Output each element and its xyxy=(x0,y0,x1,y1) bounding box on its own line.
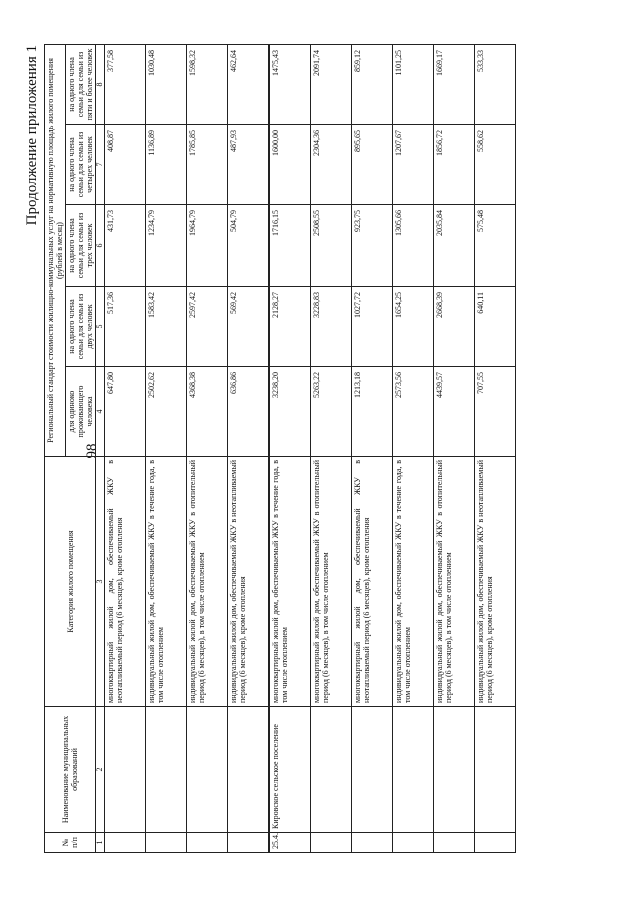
row-category: индивидуальный жилой дом, обеспечиваемый ЖКУ в отопительный период (6 месяцев), в том числе отоплением xyxy=(187,457,228,707)
table-row xyxy=(228,44,270,852)
row-value: 3238,20 xyxy=(269,367,311,457)
row-municipality xyxy=(475,707,516,833)
row-value: 1669,17 xyxy=(434,44,475,124)
row-value: 533,33 xyxy=(475,44,516,124)
row-category: многоквартирный жилой дом, обеспечиваемый ЖКУ в неотапливаемый период (6 месяцев), кроме отопления xyxy=(105,457,146,707)
row-value: 1583,42 xyxy=(146,287,187,367)
row-value: 558,62 xyxy=(475,125,516,205)
header-municipality: Наименование муниципальных образований xyxy=(45,707,96,833)
row-municipality xyxy=(352,707,393,833)
row-number: 25.4. xyxy=(269,833,311,853)
header-category: Категория жилого помещения xyxy=(45,457,96,707)
row-value: 1030,48 xyxy=(146,44,187,124)
row-category: индивидуальный жилой дом, обеспечиваемый ЖКУ в течение года, в том числе отоплением xyxy=(146,457,187,707)
row-municipality xyxy=(311,707,352,833)
header-family-3: на одного члена семьи для семьи из трех человек xyxy=(66,205,96,287)
row-value: 3228,83 xyxy=(311,287,352,367)
row-category: индивидуальный жилой дом, обеспечиваемый ЖКУ в течение года, в том числе отоплением xyxy=(393,457,434,707)
row-value: 1600,00 xyxy=(269,125,311,205)
column-number: 5 xyxy=(96,287,105,367)
row-value: 377,58 xyxy=(105,44,146,124)
row-municipality xyxy=(146,707,187,833)
row-value: 1234,79 xyxy=(146,205,187,287)
table-row xyxy=(146,44,187,852)
table-row xyxy=(269,44,311,852)
row-municipality xyxy=(393,707,434,833)
row-value: 1716,15 xyxy=(269,205,311,287)
row-value: 1207,67 xyxy=(393,125,434,205)
row-value: 647,80 xyxy=(105,367,146,457)
row-municipality xyxy=(105,707,146,833)
row-value: 1101,25 xyxy=(393,44,434,124)
row-value: 1213,18 xyxy=(352,367,393,457)
row-value: 923,75 xyxy=(352,205,393,287)
row-value: 2508,55 xyxy=(311,205,352,287)
row-value: 431,73 xyxy=(105,205,146,287)
row-value: 2573,56 xyxy=(393,367,434,457)
row-value: 1027,72 xyxy=(352,287,393,367)
row-category: индивидуальный жилой дом, обеспечиваемый ЖКУ в неотапливаемый период (6 месяцев), кроме отопления xyxy=(475,457,516,707)
row-value: 636,86 xyxy=(228,367,270,457)
row-number xyxy=(105,833,146,853)
header-single: для одиноко проживающего человека xyxy=(66,367,96,457)
row-number xyxy=(311,833,352,853)
row-value: 1654,25 xyxy=(393,287,434,367)
row-value: 1305,66 xyxy=(393,205,434,287)
row-number xyxy=(228,833,270,853)
row-value: 2304,36 xyxy=(311,125,352,205)
row-value: 4368,38 xyxy=(187,367,228,457)
row-category: индивидуальный жилой дом, обеспечиваемый ЖКУ в отопительный период (6 месяцев), в том числе отоплением xyxy=(434,457,475,707)
row-municipality xyxy=(187,707,228,833)
column-number: 3 xyxy=(96,457,105,707)
row-number xyxy=(352,833,393,853)
column-number: 7 xyxy=(96,125,105,205)
header-family-5: на одного члена семьи для семьи из пяти и более человек xyxy=(66,44,96,124)
row-value: 1856,72 xyxy=(434,125,475,205)
row-category: индивидуальный жилой дом, обеспечиваемый ЖКУ в неотапливаемый период (6 месяцев), кроме отопления xyxy=(228,457,270,707)
table-row xyxy=(187,44,228,852)
row-value: 575,48 xyxy=(475,205,516,287)
row-number xyxy=(434,833,475,853)
row-value: 569,42 xyxy=(228,287,270,367)
row-value: 707,55 xyxy=(475,367,516,457)
row-value: 2128,27 xyxy=(269,287,311,367)
column-number: 2 xyxy=(96,707,105,833)
row-municipality xyxy=(434,707,475,833)
row-value: 2502,62 xyxy=(146,367,187,457)
row-number xyxy=(475,833,516,853)
row-value: 5263,22 xyxy=(311,367,352,457)
row-municipality xyxy=(228,707,270,833)
column-number: 6 xyxy=(96,205,105,287)
header-family-2: на одного члена семьи для семьи из двух человек xyxy=(66,287,96,367)
row-value: 2597,42 xyxy=(187,287,228,367)
table-row xyxy=(311,44,352,852)
row-value: 895,65 xyxy=(352,125,393,205)
page-number: 98 xyxy=(84,443,100,459)
row-value: 1475,43 xyxy=(269,44,311,124)
table-row xyxy=(434,44,475,852)
column-number: 4 xyxy=(96,367,105,457)
row-value: 462,64 xyxy=(228,44,270,124)
row-number xyxy=(393,833,434,853)
row-category: многоквартирный жилой дом, обеспечиваемый ЖКУ в отопительный период (6 месяцев), в том числе отоплением xyxy=(311,457,352,707)
row-value: 1136,89 xyxy=(146,125,187,205)
header-num: № п/п xyxy=(45,833,96,853)
row-category: многоквартирный жилой дом, обеспечиваемый ЖКУ в неотапливаемый период (6 месяцев), кроме отопления xyxy=(352,457,393,707)
table-row xyxy=(352,44,393,852)
appendix-title: Продолжение приложения 1 xyxy=(24,45,40,226)
row-value: 4439,57 xyxy=(434,367,475,457)
row-value: 640,11 xyxy=(475,287,516,367)
column-number: 8 xyxy=(96,44,105,124)
row-value: 517,36 xyxy=(105,287,146,367)
column-number: 1 xyxy=(96,833,105,853)
row-value: 487,93 xyxy=(228,125,270,205)
row-value: 2091,74 xyxy=(311,44,352,124)
row-value: 2035,84 xyxy=(434,205,475,287)
row-number xyxy=(146,833,187,853)
table-row xyxy=(393,44,434,852)
row-value: 1598,32 xyxy=(187,44,228,124)
row-value: 1785,85 xyxy=(187,125,228,205)
table-row xyxy=(475,44,516,852)
column-numbers-row xyxy=(96,44,105,852)
row-value: 859,12 xyxy=(352,44,393,124)
row-value: 504,79 xyxy=(228,205,270,287)
row-value: 1964,79 xyxy=(187,205,228,287)
header-group: Региональный стандарт стоимости жилищно-коммунальных услуг на нормативную площадь жилого помещения (рублей в месяц) xyxy=(45,44,66,456)
row-number xyxy=(187,833,228,853)
table-row xyxy=(105,44,146,852)
header-family-4: на одного члена семьи для семьи из четырех человек xyxy=(66,125,96,205)
row-municipality: Кировское сельское поселение xyxy=(269,707,311,833)
row-value: 408,87 xyxy=(105,125,146,205)
row-category: многоквартирный жилой дом, обеспечиваемый ЖКУ в течение года, в том числе отоплением xyxy=(269,457,311,707)
table-body xyxy=(105,44,516,852)
housing-standard-table xyxy=(44,44,516,853)
row-value: 2668,39 xyxy=(434,287,475,367)
